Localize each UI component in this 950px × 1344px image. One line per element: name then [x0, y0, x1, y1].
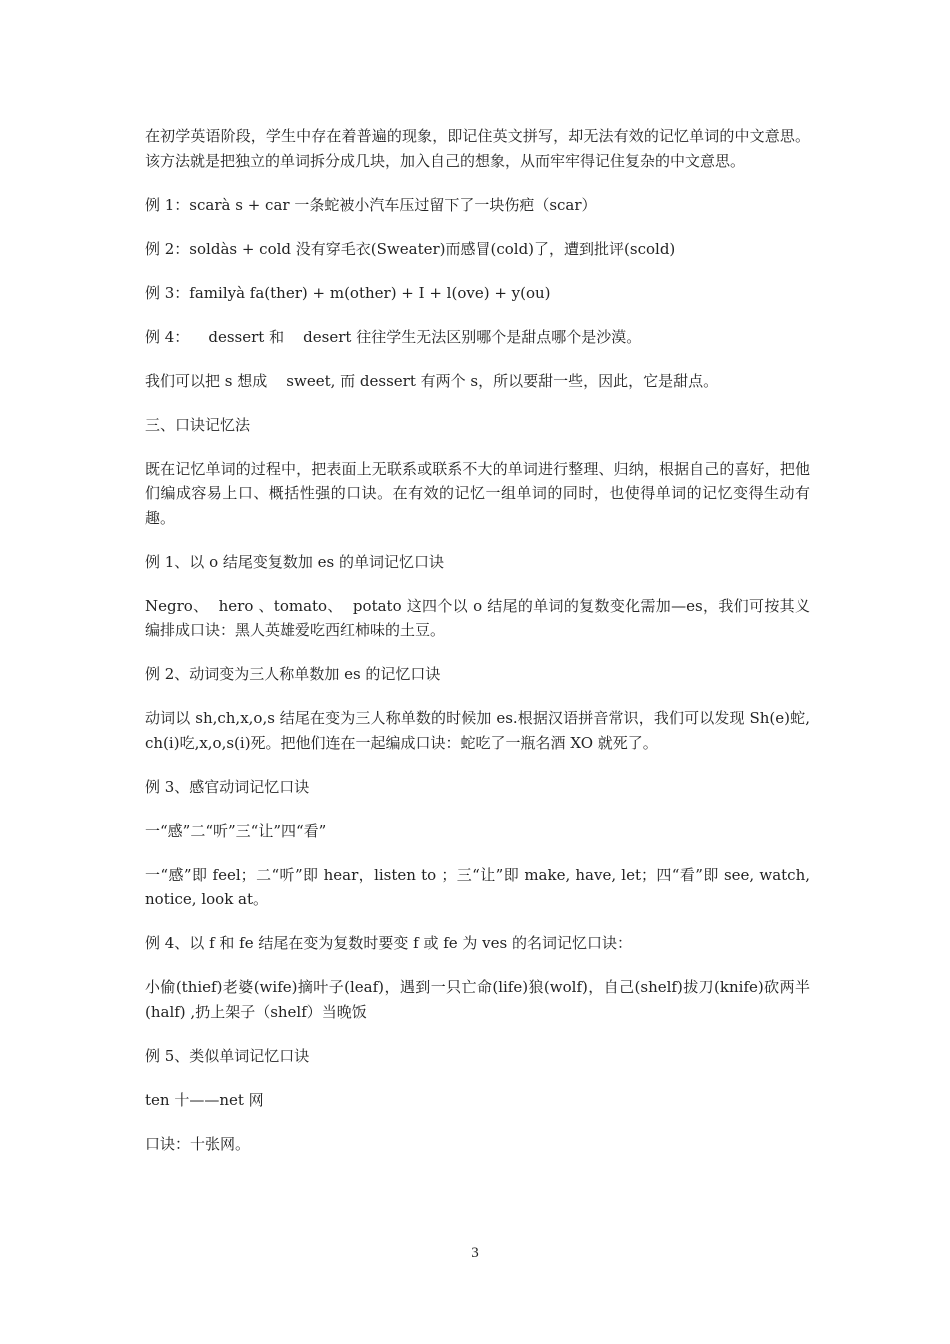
mnemonic-example-2-body: 动词以 sh,ch,x,o,s 结尾在变为三人称单数的时候加 es.根据汉语拼音常识，我们可以发现 Sh(e)蛇,ch(i)吃,x,o,s(i)死。把他们连在一起编成口诀：蛇吃了一瓶名酒 XO 就死了。: [145, 709, 810, 752]
mnemonic-example-3-formula: 一“感”二“听”三“让”四“看”: [145, 821, 327, 840]
example-3-family: 例 3：familyà fa(ther) + m(other) + I + l(ove) + y(ou): [145, 283, 551, 302]
intro-paragraph: 在初学英语阶段，学生中存在着普遍的现象，即记住英文拼写，却无法有效的记忆单词的中文意思。该方法就是把独立的单词拆分成几块，加入自己的想象，从而牢牢得记住复杂的中文意思。: [145, 127, 810, 170]
mnemonic-example-4-title: 例 4、以 f 和 fe 结尾在变为复数时要变 f 或 fe 为 ves 的名词记忆口诀：: [145, 934, 633, 952]
mnemonic-example-5-title: 例 5、类似单词记忆口诀: [145, 1046, 310, 1065]
mnemonic-example-5-pair: ten 十——net 网: [145, 1090, 264, 1109]
example-4-dessert: 例 4： dessert 和 desert 往往学生无法区别哪个是甜点哪个是沙漠。: [145, 327, 642, 346]
mnemonic-example-4-body: 小偷(thief)老婆(wife)摘叶子(leaf)，遇到一只亡命(life)狼(wolf)，自己(shelf)拔刀(knife)砍两半(half) ,扔上架子（shelf）当晚饭: [145, 978, 810, 1021]
mnemonic-example-1-body: Negro、 hero 、tomato、 potato 这四个以 o 结尾的单词的复数变化需加—es，我们可按其义编排成口诀：黑人英雄爱吃西红柿味的土豆。: [145, 596, 810, 639]
document-body: [145, 124, 810, 1176]
page-number: 3: [471, 1245, 479, 1261]
dessert-explanation: 我们可以把 s 想成 sweet, 而 dessert 有两个 s，所以要甜一些，因此，它是甜点。: [145, 371, 719, 390]
mnemonic-example-5-rhyme: 口诀：十张网。: [145, 1134, 251, 1153]
mnemonic-example-1-title: 例 1、以 o 结尾变复数加 es 的单词记忆口诀: [145, 552, 444, 571]
mnemonic-example-3-title: 例 3、感官动词记忆口诀: [145, 777, 310, 796]
mnemonic-example-2-title: 例 2、动词变为三人称单数加 es 的记忆口诀: [145, 665, 441, 683]
example-1-scar: 例 1：scarà s + car 一条蛇被小汽车压过留下了一块伤疤（scar）: [145, 195, 597, 214]
section-heading-mnemonic: 三、口诀记忆法: [145, 415, 251, 434]
example-2-scold: 例 2：soldàs + cold 没有穿毛衣(Sweater)而感冒(cold)了，遭到批评(scold): [145, 239, 676, 258]
mnemonic-intro-paragraph: 既在记忆单词的过程中，把表面上无联系或联系不大的单词进行整理、归纳，根据自己的喜好，把他们编成容易上口、概括性强的口诀。在有效的记忆一组单词的同时，也使得单词的记忆变得生动有趣。: [145, 459, 810, 527]
mnemonic-example-3-body: 一“感”即 feel；二“听”即 hear，listen to ；三“让”即 make, have, let；四“看”即 see, watch, notice, look at。: [145, 865, 810, 908]
